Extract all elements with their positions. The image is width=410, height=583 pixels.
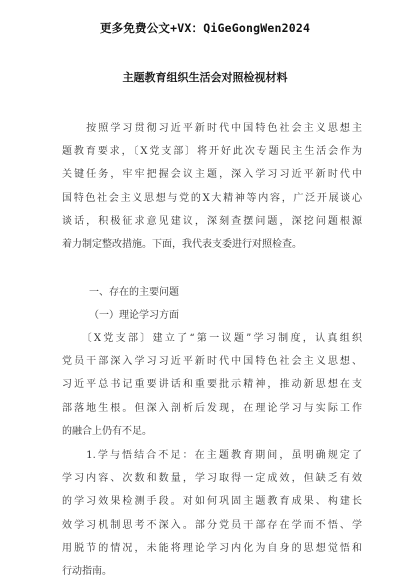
paragraph-line: 的融合上仍有不足。	[62, 425, 152, 437]
subsection-heading: （一）理论学习方面	[89, 310, 179, 321]
paragraph-line: 效学习机制思考不深入。部分党员干部存在学而不悟、学	[62, 519, 362, 531]
paragraph-line: 部落地生根。但深入剖析后发现，在理论学习与实际工作	[62, 402, 362, 414]
paragraph-line: 着力制定整改措施。下面，我代表支委进行对照检查。	[62, 239, 302, 251]
promo-banner: 更多免费公文+VX：QiGeGongWen2024	[99, 21, 311, 35]
paragraph-line: 行动指南。	[62, 566, 112, 578]
paragraph-line: 党员干部深入学习习近平新时代中国特色社会主义思想、	[62, 356, 362, 368]
paragraph-line: 按照学习贯彻习近平新时代中国特色社会主义思想主	[62, 123, 362, 134]
paragraph-line: 习近平总书记重要讲话和重要批示精神，推动新思想在支	[62, 379, 362, 391]
intro-paragraph	[62, 117, 362, 256]
paragraph-line: 〔X党支部〕建立了“第一议题”学习制度，认真组织	[62, 333, 362, 344]
paragraph-line: 关键任务，牢牢把握会议主题，深入学习习近平新时代中	[62, 169, 362, 181]
issue-paragraph	[62, 444, 362, 583]
paragraph-line: 学习内容、次数和数量，学习取得一定成效，但缺乏有效	[62, 473, 362, 485]
paragraph-line: 1.学与悟结合不足：在主题教育期间，虽明确规定了	[62, 450, 362, 461]
paragraph-line: 国特色社会主义思想与党的X大精神等内容，广泛开展谈心	[62, 192, 362, 204]
paragraph-line: 题教育要求，〔X党支部〕将开好此次专题民主生活会作为	[62, 146, 362, 158]
section-heading: 一、存在的主要问题	[89, 287, 179, 298]
paragraph-line: 的学习效果检测手段。对如何巩固主题教育成果、构建长	[62, 496, 362, 508]
paragraph-line: 用脱节的情况，未能将理论学习内化为自身的思想觉悟和	[62, 542, 362, 554]
paragraph-line: 谈话，积极征求意见建议，深刻查摆问题，深挖问题根源	[62, 215, 362, 227]
document-title: 主题教育组织生活会对照检视材料	[122, 71, 288, 84]
theory-paragraph	[62, 327, 362, 443]
